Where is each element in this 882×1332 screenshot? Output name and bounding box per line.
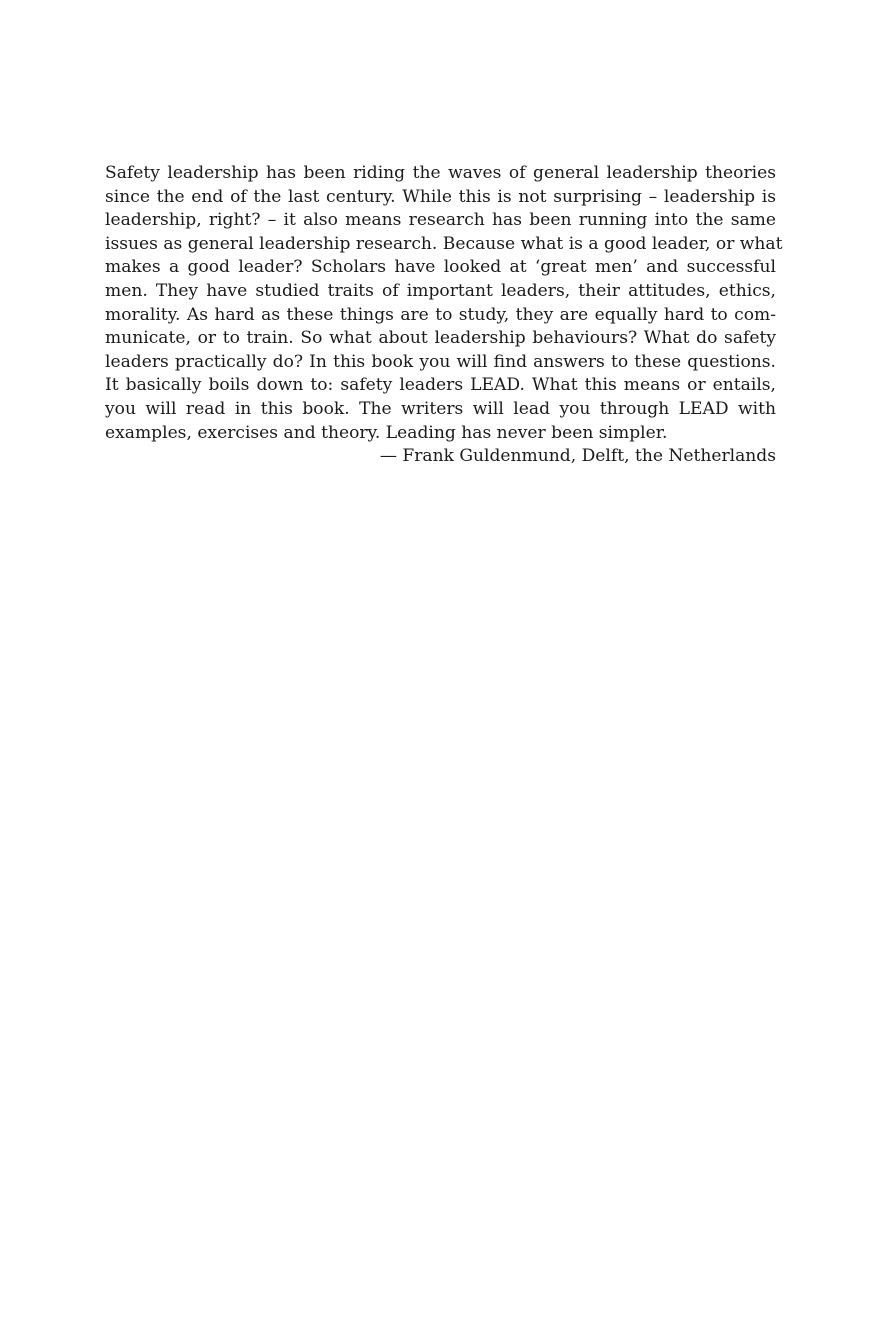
quote-line: makes a good leader? Scholars have looked at ‘great men’ and successful [105, 257, 776, 278]
quote-line: It basically boils down to: safety leaders LEAD. What this means or entails, [105, 375, 776, 396]
quote-line: since the end of the last century. While this is not surprising – leadership is [105, 186, 776, 207]
quote-line: men. They have studied traits of important leaders, their attitudes, ethics, [105, 280, 776, 301]
quote-line: leaders practically do? In this book you will find answers to these questions. [105, 351, 776, 372]
endorsement-quote [105, 162, 783, 469]
quote-line: municate, or to train. So what about leadership behaviours? What do safety [105, 328, 776, 349]
quote-line: you will read in this book. The writers will lead you through LEAD with [105, 398, 776, 419]
quote-line: issues as general leadership research. Because what is a good leader, or what [105, 233, 783, 254]
quote-line: morality. As hard as these things are to study, they are equally hard to com- [105, 304, 776, 325]
quote-line: examples, exercises and theory. Leading has never been simpler. [105, 422, 668, 443]
quote-line: Safety leadership has been riding the waves of general leadership theories [105, 163, 776, 183]
quote-attribution: — Frank Guldenmund, Delft, the Netherlands [379, 446, 776, 467]
quote-line: leadership, right? – it also means research has been running into the same [105, 210, 776, 231]
